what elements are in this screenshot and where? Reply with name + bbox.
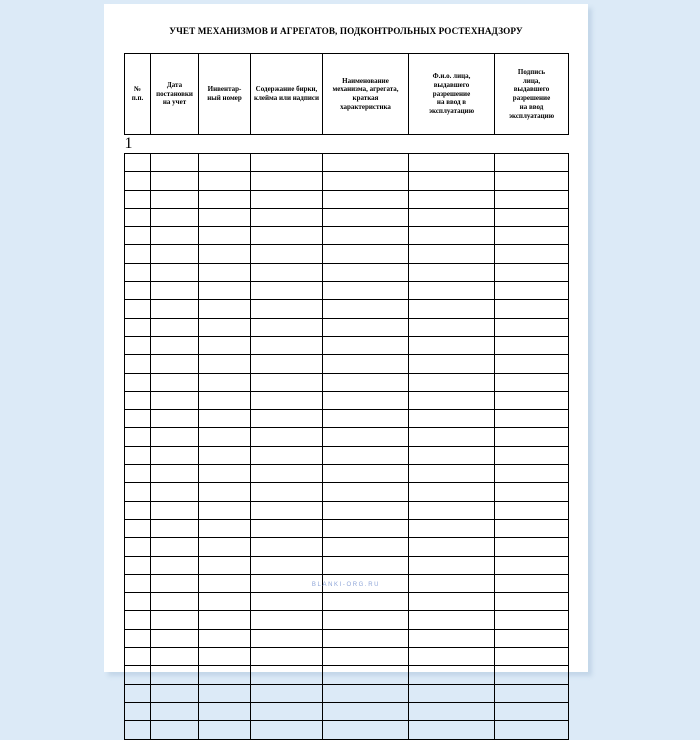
registry-table-wrapper xyxy=(124,53,568,740)
table-row[interactable] xyxy=(125,465,569,483)
table-cell[interactable] xyxy=(199,318,251,336)
table-cell[interactable] xyxy=(251,666,323,684)
table-cell[interactable] xyxy=(199,483,251,501)
table-cell[interactable] xyxy=(409,465,495,483)
table-cell[interactable] xyxy=(125,501,151,519)
table-row[interactable] xyxy=(125,702,569,720)
table-cell[interactable] xyxy=(151,410,199,428)
table-cell[interactable] xyxy=(125,391,151,409)
table-cell[interactable] xyxy=(199,648,251,666)
column-header-inventory-number: Инвентар- ный номер xyxy=(199,54,251,135)
table-cell[interactable] xyxy=(323,336,409,354)
table-cell[interactable] xyxy=(409,154,495,172)
table-cell[interactable] xyxy=(199,428,251,446)
table-cell[interactable] xyxy=(199,336,251,354)
table-cell[interactable] xyxy=(495,556,569,574)
table-cell[interactable] xyxy=(125,483,151,501)
table-cell[interactable] xyxy=(409,611,495,629)
table-cell[interactable] xyxy=(409,574,495,592)
table-cell[interactable] xyxy=(409,227,495,245)
table-cell[interactable] xyxy=(323,227,409,245)
column-header-permit-issuer-name: Ф.и.о. лица, выдавшего разрешение на ввод в эксплуатацию xyxy=(409,54,495,135)
registry-table xyxy=(124,53,569,740)
table-cell[interactable] xyxy=(125,611,151,629)
page-title: УЧЕТ МЕХАНИЗМОВ И АГРЕГАТОВ, ПОДКОНТРОЛЬНЫХ РОСТЕХНАДЗОРУ xyxy=(169,26,523,36)
table-cell[interactable] xyxy=(151,391,199,409)
table-cell[interactable] xyxy=(323,446,409,464)
table-cell[interactable] xyxy=(323,501,409,519)
table-cell[interactable] xyxy=(251,538,323,556)
table-cell[interactable] xyxy=(495,519,569,537)
table-cell[interactable] xyxy=(323,172,409,190)
table-cell[interactable] xyxy=(323,648,409,666)
table-cell[interactable] xyxy=(199,208,251,226)
table-cell[interactable] xyxy=(199,519,251,537)
table-cell[interactable] xyxy=(323,300,409,318)
table-cell[interactable] xyxy=(409,172,495,190)
table-cell[interactable] xyxy=(151,263,199,281)
table-cell[interactable] xyxy=(495,154,569,172)
table-cell[interactable] xyxy=(125,428,151,446)
table-cell[interactable] xyxy=(151,702,199,720)
table-cell[interactable] xyxy=(323,483,409,501)
table-cell[interactable] xyxy=(151,336,199,354)
table-cell[interactable] xyxy=(495,208,569,226)
table-cell[interactable] xyxy=(251,410,323,428)
table-cell[interactable] xyxy=(251,702,323,720)
table-cell[interactable] xyxy=(409,666,495,684)
table-cell[interactable] xyxy=(409,428,495,446)
table-cell[interactable] xyxy=(125,154,151,172)
table-cell[interactable] xyxy=(409,648,495,666)
table-row[interactable] xyxy=(125,611,569,629)
table-cell[interactable] xyxy=(409,391,495,409)
table-cell[interactable] xyxy=(151,666,199,684)
table-cell[interactable] xyxy=(125,648,151,666)
table-cell[interactable] xyxy=(251,172,323,190)
table-cell[interactable] xyxy=(323,190,409,208)
table-cell[interactable] xyxy=(495,227,569,245)
table-cell[interactable] xyxy=(125,190,151,208)
table-cell[interactable] xyxy=(125,519,151,537)
table-cell[interactable] xyxy=(151,611,199,629)
table-cell[interactable] xyxy=(251,355,323,373)
table-cell[interactable] xyxy=(199,666,251,684)
table-cell[interactable] xyxy=(199,154,251,172)
table-cell[interactable] xyxy=(151,446,199,464)
table-cell[interactable] xyxy=(125,702,151,720)
table-cell[interactable] xyxy=(125,538,151,556)
table-cell[interactable] xyxy=(125,300,151,318)
table-cell[interactable] xyxy=(125,336,151,354)
table-cell[interactable] xyxy=(125,263,151,281)
table-cell[interactable] xyxy=(495,263,569,281)
table-row[interactable] xyxy=(125,318,569,336)
table-cell[interactable] xyxy=(323,574,409,592)
table-cell[interactable] xyxy=(199,355,251,373)
table-cell[interactable] xyxy=(409,373,495,391)
table-row[interactable] xyxy=(125,336,569,354)
table-cell[interactable] xyxy=(199,172,251,190)
table-cell[interactable] xyxy=(151,593,199,611)
table-cell[interactable] xyxy=(125,410,151,428)
table-cell[interactable] xyxy=(199,538,251,556)
table-header xyxy=(125,54,569,154)
table-cell[interactable] xyxy=(199,593,251,611)
table-row[interactable] xyxy=(125,190,569,208)
table-cell[interactable] xyxy=(495,300,569,318)
table-cell[interactable] xyxy=(251,227,323,245)
table-cell[interactable] xyxy=(409,593,495,611)
column-header-permit-issuer-signature: Подпись лица, выдавшего разрешение на ввод эксплуатацию xyxy=(495,54,569,135)
table-cell[interactable] xyxy=(151,282,199,300)
table-cell[interactable] xyxy=(199,556,251,574)
table-cell[interactable] xyxy=(409,355,495,373)
table-cell[interactable] xyxy=(125,373,151,391)
table-row[interactable] xyxy=(125,629,569,647)
column-header-registration-date: Дата постановки на учет xyxy=(151,54,199,135)
table-cell[interactable] xyxy=(409,519,495,537)
table-cell[interactable] xyxy=(251,336,323,354)
table-cell[interactable] xyxy=(125,593,151,611)
table-body xyxy=(125,154,569,740)
table-cell[interactable] xyxy=(199,611,251,629)
table-cell[interactable] xyxy=(125,446,151,464)
table-cell[interactable] xyxy=(251,300,323,318)
table-cell[interactable] xyxy=(495,721,569,739)
table-cell[interactable] xyxy=(151,465,199,483)
table-cell[interactable] xyxy=(251,593,323,611)
table-cell[interactable] xyxy=(199,629,251,647)
table-cell[interactable] xyxy=(151,721,199,739)
table-cell[interactable] xyxy=(495,355,569,373)
table-cell[interactable] xyxy=(251,190,323,208)
table-cell[interactable] xyxy=(323,154,409,172)
table-cell[interactable] xyxy=(409,318,495,336)
table-cell[interactable] xyxy=(125,282,151,300)
table-cell[interactable] xyxy=(495,190,569,208)
table-cell[interactable] xyxy=(251,556,323,574)
table-cell[interactable] xyxy=(199,501,251,519)
table-cell[interactable] xyxy=(151,190,199,208)
table-cell[interactable] xyxy=(251,629,323,647)
column-header-tag-content: Содержание бирки, клейма или надписи xyxy=(251,54,323,135)
table-cell[interactable] xyxy=(323,666,409,684)
document-page xyxy=(104,4,588,672)
table-cell[interactable] xyxy=(323,410,409,428)
table-cell[interactable] xyxy=(251,501,323,519)
table-cell[interactable] xyxy=(199,263,251,281)
table-cell[interactable] xyxy=(495,501,569,519)
table-cell[interactable] xyxy=(151,154,199,172)
table-cell[interactable] xyxy=(495,410,569,428)
table-cell[interactable] xyxy=(199,574,251,592)
table-cell[interactable] xyxy=(151,501,199,519)
table-cell[interactable] xyxy=(495,648,569,666)
table-cell[interactable] xyxy=(251,373,323,391)
table-cell[interactable] xyxy=(125,227,151,245)
column-header-number: № п.п. xyxy=(125,54,151,135)
table-cell[interactable] xyxy=(151,208,199,226)
table-cell[interactable] xyxy=(409,208,495,226)
table-cell[interactable] xyxy=(151,428,199,446)
table-row[interactable] xyxy=(125,648,569,666)
table-cell[interactable] xyxy=(251,318,323,336)
table-cell[interactable] xyxy=(199,446,251,464)
table-cell[interactable] xyxy=(199,245,251,263)
table-cell[interactable] xyxy=(323,245,409,263)
table-cell[interactable] xyxy=(323,373,409,391)
table-cell[interactable] xyxy=(151,355,199,373)
table-row[interactable] xyxy=(125,574,569,592)
table-cell[interactable] xyxy=(495,428,569,446)
table-row[interactable] xyxy=(125,373,569,391)
table-row[interactable] xyxy=(125,538,569,556)
table-row[interactable] xyxy=(125,300,569,318)
table-cell[interactable] xyxy=(151,629,199,647)
table-cell[interactable] xyxy=(323,391,409,409)
table-cell[interactable] xyxy=(409,282,495,300)
table-cell[interactable] xyxy=(251,574,323,592)
table-cell[interactable] xyxy=(251,391,323,409)
table-cell[interactable] xyxy=(251,208,323,226)
table-cell[interactable] xyxy=(495,629,569,647)
table-cell[interactable] xyxy=(199,702,251,720)
table-cell[interactable] xyxy=(323,465,409,483)
table-cell[interactable] xyxy=(409,190,495,208)
table-cell[interactable] xyxy=(323,593,409,611)
table-row[interactable] xyxy=(125,410,569,428)
table-cell[interactable] xyxy=(323,282,409,300)
table-row[interactable] xyxy=(125,227,569,245)
table-cell[interactable] xyxy=(495,446,569,464)
table-cell[interactable] xyxy=(409,446,495,464)
table-cell[interactable] xyxy=(125,556,151,574)
table-cell[interactable] xyxy=(125,629,151,647)
table-cell[interactable] xyxy=(151,172,199,190)
table-cell[interactable] xyxy=(199,282,251,300)
table-cell[interactable] xyxy=(323,263,409,281)
table-cell[interactable] xyxy=(125,666,151,684)
table-cell[interactable] xyxy=(409,721,495,739)
table-row[interactable] xyxy=(125,428,569,446)
table-cell[interactable] xyxy=(199,721,251,739)
table-cell[interactable] xyxy=(151,227,199,245)
table-cell[interactable] xyxy=(409,300,495,318)
table-row[interactable] xyxy=(125,666,569,684)
table-cell[interactable] xyxy=(151,648,199,666)
table-row[interactable] xyxy=(125,519,569,537)
table-cell[interactable] xyxy=(251,282,323,300)
table-cell[interactable] xyxy=(495,172,569,190)
table-cell[interactable] xyxy=(151,538,199,556)
table-row[interactable] xyxy=(125,263,569,281)
table-cell[interactable] xyxy=(125,721,151,739)
table-cell[interactable] xyxy=(199,190,251,208)
table-cell[interactable] xyxy=(495,245,569,263)
table-cell[interactable] xyxy=(251,428,323,446)
table-row[interactable] xyxy=(125,593,569,611)
table-cell[interactable] xyxy=(251,263,323,281)
table-cell[interactable] xyxy=(125,355,151,373)
table-cell[interactable] xyxy=(495,483,569,501)
table-cell[interactable] xyxy=(323,208,409,226)
table-cell[interactable] xyxy=(251,483,323,501)
table-cell[interactable] xyxy=(125,245,151,263)
table-cell[interactable] xyxy=(495,336,569,354)
table-row[interactable] xyxy=(125,501,569,519)
table-cell[interactable] xyxy=(151,245,199,263)
table-cell[interactable] xyxy=(251,648,323,666)
table-cell[interactable] xyxy=(409,556,495,574)
table-cell[interactable] xyxy=(199,391,251,409)
table-cell[interactable] xyxy=(151,318,199,336)
table-cell[interactable] xyxy=(323,611,409,629)
table-cell[interactable] xyxy=(199,300,251,318)
table-cell[interactable] xyxy=(251,611,323,629)
table-cell[interactable] xyxy=(199,227,251,245)
table-cell[interactable] xyxy=(495,373,569,391)
table-row[interactable] xyxy=(125,172,569,190)
table-cell[interactable] xyxy=(125,318,151,336)
table-row[interactable] xyxy=(125,208,569,226)
table-row[interactable] xyxy=(125,483,569,501)
table-cell[interactable] xyxy=(495,391,569,409)
table-row[interactable] xyxy=(125,556,569,574)
table-cell[interactable] xyxy=(495,666,569,684)
table-cell[interactable] xyxy=(151,556,199,574)
table-row[interactable] xyxy=(125,154,569,172)
table-cell[interactable] xyxy=(125,172,151,190)
table-row[interactable] xyxy=(125,446,569,464)
table-cell[interactable] xyxy=(199,373,251,391)
table-cell[interactable] xyxy=(251,465,323,483)
table-cell[interactable] xyxy=(251,446,323,464)
table-cell[interactable] xyxy=(495,574,569,592)
table-cell[interactable] xyxy=(125,574,151,592)
table-cell[interactable] xyxy=(323,629,409,647)
table-cell[interactable] xyxy=(199,465,251,483)
watermark: BLANKI-ORG.RU xyxy=(311,582,381,588)
table-cell[interactable] xyxy=(409,245,495,263)
table-cell[interactable] xyxy=(323,556,409,574)
table-cell[interactable] xyxy=(323,428,409,446)
table-cell[interactable] xyxy=(251,519,323,537)
table-cell[interactable] xyxy=(323,721,409,739)
table-cell[interactable] xyxy=(409,410,495,428)
table-cell[interactable] xyxy=(409,538,495,556)
table-row[interactable] xyxy=(125,355,569,373)
table-cell[interactable] xyxy=(151,574,199,592)
table-cell[interactable] xyxy=(151,519,199,537)
table-cell[interactable] xyxy=(251,245,323,263)
table-cell[interactable] xyxy=(323,702,409,720)
table-cell[interactable] xyxy=(125,208,151,226)
table-cell[interactable] xyxy=(495,702,569,720)
table-cell[interactable] xyxy=(151,483,199,501)
table-cell[interactable] xyxy=(495,593,569,611)
table-cell[interactable] xyxy=(125,465,151,483)
table-cell[interactable] xyxy=(151,300,199,318)
table-cell[interactable] xyxy=(323,538,409,556)
table-cell[interactable] xyxy=(323,355,409,373)
table-cell[interactable] xyxy=(409,702,495,720)
table-cell[interactable] xyxy=(199,410,251,428)
column-header-mechanism-name: Наименование механизма, агрегата, краткая характеристика xyxy=(323,54,409,135)
table-cell[interactable] xyxy=(251,154,323,172)
table-cell[interactable] xyxy=(409,483,495,501)
table-row[interactable] xyxy=(125,245,569,263)
table-cell[interactable] xyxy=(495,318,569,336)
table-cell[interactable] xyxy=(409,629,495,647)
table-cell[interactable] xyxy=(409,336,495,354)
table-row[interactable] xyxy=(125,282,569,300)
table-header-row xyxy=(125,54,569,135)
table-row[interactable] xyxy=(125,721,569,739)
table-row[interactable] xyxy=(125,391,569,409)
table-cell[interactable] xyxy=(409,501,495,519)
table-cell[interactable] xyxy=(495,538,569,556)
table-cell[interactable] xyxy=(323,318,409,336)
table-cell[interactable] xyxy=(495,282,569,300)
column-number-row: 1 xyxy=(124,135,133,152)
table-cell[interactable] xyxy=(409,263,495,281)
table-cell[interactable] xyxy=(495,611,569,629)
table-cell[interactable] xyxy=(495,465,569,483)
table-cell[interactable] xyxy=(323,519,409,537)
table-cell[interactable] xyxy=(151,373,199,391)
table-cell[interactable] xyxy=(251,721,323,739)
